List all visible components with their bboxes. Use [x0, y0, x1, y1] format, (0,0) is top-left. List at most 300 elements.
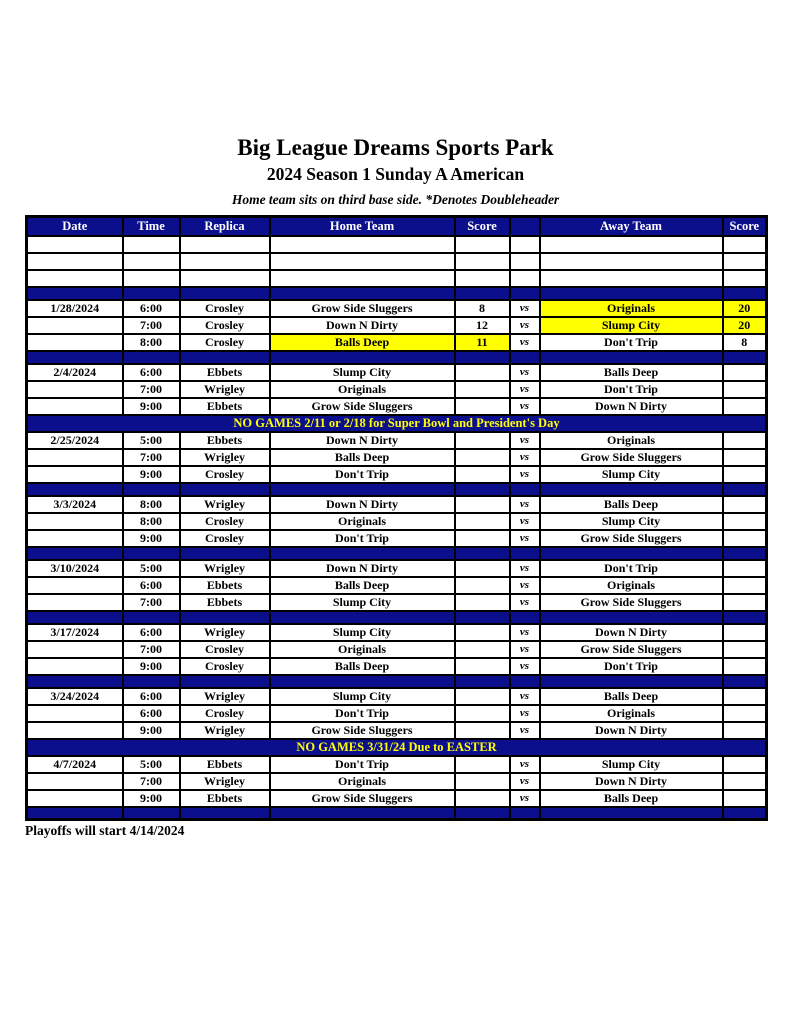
cell-vs	[510, 287, 540, 300]
cell-replica: Ebbets	[180, 364, 270, 381]
cell-away	[540, 253, 723, 270]
cell-home: Slump City	[270, 688, 455, 705]
cell-away: Grow Side Sluggers	[540, 530, 723, 547]
cell-vs	[510, 807, 540, 820]
cell-time	[123, 547, 180, 560]
game-row	[27, 773, 767, 790]
cell-away-score	[723, 483, 767, 496]
cell-time: 7:00	[123, 317, 180, 334]
game-row	[27, 705, 767, 722]
separator-row	[27, 807, 767, 820]
cell-vs	[510, 483, 540, 496]
cell-home-score: 8	[455, 300, 510, 317]
cell-vs: vs	[510, 560, 540, 577]
cell-home	[270, 351, 455, 364]
cell-vs	[510, 236, 540, 253]
cell-home	[270, 287, 455, 300]
cell-time: 5:00	[123, 756, 180, 773]
cell-time: 9:00	[123, 722, 180, 739]
col-header-date: Date	[27, 217, 123, 236]
cell-home	[270, 611, 455, 624]
cell-away-score	[723, 364, 767, 381]
game-row	[27, 449, 767, 466]
cell-home-score	[455, 560, 510, 577]
cell-home-score	[455, 287, 510, 300]
cell-home-score	[455, 432, 510, 449]
cell-home-score	[455, 466, 510, 483]
cell-home-score	[455, 381, 510, 398]
cell-away: Slump City	[540, 756, 723, 773]
cell-away-score	[723, 398, 767, 415]
cell-home: Down N Dirty	[270, 560, 455, 577]
cell-away: Balls Deep	[540, 688, 723, 705]
cell-vs: vs	[510, 658, 540, 675]
game-row	[27, 381, 767, 398]
banner-row	[27, 415, 767, 432]
col-header-home: Home Team	[270, 217, 455, 236]
cell-home: Balls Deep	[270, 334, 455, 351]
cell-replica: Wrigley	[180, 496, 270, 513]
no-games-banner: NO GAMES 3/31/24 Due to EASTER	[27, 739, 767, 756]
cell-replica: Ebbets	[180, 577, 270, 594]
cell-home: Grow Side Sluggers	[270, 398, 455, 415]
empty-row	[27, 270, 767, 287]
cell-time: 6:00	[123, 577, 180, 594]
cell-away-score	[723, 351, 767, 364]
cell-home-score	[455, 270, 510, 287]
cell-replica: Ebbets	[180, 432, 270, 449]
cell-vs: vs	[510, 722, 540, 739]
cell-away: Originals	[540, 300, 723, 317]
cell-home: Grow Side Sluggers	[270, 790, 455, 807]
separator-row	[27, 675, 767, 688]
empty-row	[27, 236, 767, 253]
cell-away-score	[723, 513, 767, 530]
cell-vs: vs	[510, 790, 540, 807]
cell-time	[123, 287, 180, 300]
cell-home-score	[455, 611, 510, 624]
cell-away-score	[723, 270, 767, 287]
cell-away-score	[723, 594, 767, 611]
col-header-away: Away Team	[540, 217, 723, 236]
cell-away	[540, 675, 723, 688]
cell-away: Don't Trip	[540, 560, 723, 577]
separator-row	[27, 351, 767, 364]
col-header-home-score: Score	[455, 217, 510, 236]
cell-home-score	[455, 236, 510, 253]
cell-replica	[180, 351, 270, 364]
cell-away-score	[723, 432, 767, 449]
cell-home	[270, 675, 455, 688]
cell-home-score	[455, 449, 510, 466]
cell-replica	[180, 675, 270, 688]
cell-time: 5:00	[123, 560, 180, 577]
cell-away-score	[723, 790, 767, 807]
cell-home-score	[455, 398, 510, 415]
cell-replica: Crosley	[180, 530, 270, 547]
cell-replica: Crosley	[180, 658, 270, 675]
cell-date	[27, 547, 123, 560]
cell-replica: Crosley	[180, 705, 270, 722]
cell-away: Down N Dirty	[540, 624, 723, 641]
cell-time	[123, 483, 180, 496]
cell-vs	[510, 253, 540, 270]
cell-away-score	[723, 722, 767, 739]
home-team-note: Home team sits on third base side. *Denotes Doubleheader	[231, 191, 560, 207]
cell-vs: vs	[510, 773, 540, 790]
cell-away	[540, 483, 723, 496]
cell-away-score	[723, 688, 767, 705]
banner-row	[27, 739, 767, 756]
cell-away-score	[723, 611, 767, 624]
game-row	[27, 658, 767, 675]
cell-replica: Ebbets	[180, 790, 270, 807]
cell-home: Balls Deep	[270, 449, 455, 466]
cell-time	[123, 253, 180, 270]
cell-home	[270, 807, 455, 820]
cell-date	[27, 236, 123, 253]
game-row	[27, 722, 767, 739]
game-row	[27, 432, 767, 449]
cell-replica: Wrigley	[180, 688, 270, 705]
cell-away-score	[723, 705, 767, 722]
cell-date	[27, 317, 123, 334]
cell-away-score	[723, 253, 767, 270]
cell-away: Balls Deep	[540, 790, 723, 807]
cell-away-score	[723, 496, 767, 513]
cell-date	[27, 466, 123, 483]
cell-away	[540, 351, 723, 364]
cell-away-score	[723, 236, 767, 253]
no-games-banner: NO GAMES 2/11 or 2/18 for Super Bowl and President's Day	[27, 415, 767, 432]
cell-replica: Crosley	[180, 300, 270, 317]
cell-away-score	[723, 560, 767, 577]
cell-vs: vs	[510, 381, 540, 398]
cell-away-score	[723, 449, 767, 466]
cell-replica	[180, 611, 270, 624]
cell-home-score	[455, 624, 510, 641]
cell-home: Down N Dirty	[270, 317, 455, 334]
game-row	[27, 594, 767, 611]
cell-time	[123, 270, 180, 287]
cell-away	[540, 807, 723, 820]
cell-date	[27, 641, 123, 658]
cell-away-score: 8	[723, 334, 767, 351]
cell-home-score	[455, 496, 510, 513]
cell-home: Originals	[270, 513, 455, 530]
cell-home-score	[455, 688, 510, 705]
cell-time: 7:00	[123, 773, 180, 790]
game-row	[27, 364, 767, 381]
cell-replica: Crosley	[180, 641, 270, 658]
cell-away: Grow Side Sluggers	[540, 594, 723, 611]
cell-home: Balls Deep	[270, 658, 455, 675]
cell-time: 8:00	[123, 334, 180, 351]
playoffs-note: Playoffs will start 4/14/2024	[25, 823, 185, 839]
separator-row	[27, 611, 767, 624]
cell-replica	[180, 483, 270, 496]
cell-vs: vs	[510, 513, 540, 530]
game-row	[27, 466, 767, 483]
cell-home: Slump City	[270, 364, 455, 381]
cell-vs: vs	[510, 496, 540, 513]
cell-date	[27, 270, 123, 287]
cell-time: 6:00	[123, 705, 180, 722]
cell-date	[27, 351, 123, 364]
cell-time: 9:00	[123, 466, 180, 483]
cell-time: 6:00	[123, 300, 180, 317]
cell-home: Originals	[270, 381, 455, 398]
cell-time: 9:00	[123, 530, 180, 547]
cell-time: 6:00	[123, 688, 180, 705]
cell-date	[27, 807, 123, 820]
cell-home: Originals	[270, 641, 455, 658]
cell-away: Don't Trip	[540, 381, 723, 398]
cell-home	[270, 483, 455, 496]
game-row	[27, 624, 767, 641]
cell-away: Originals	[540, 577, 723, 594]
cell-date	[27, 722, 123, 739]
cell-date	[27, 675, 123, 688]
game-row	[27, 334, 767, 351]
cell-away: Down N Dirty	[540, 722, 723, 739]
cell-replica: Wrigley	[180, 560, 270, 577]
cell-date	[27, 705, 123, 722]
cell-away: Originals	[540, 705, 723, 722]
cell-away-score	[723, 658, 767, 675]
cell-home: Don't Trip	[270, 466, 455, 483]
cell-replica	[180, 547, 270, 560]
cell-away-score	[723, 807, 767, 820]
cell-replica: Wrigley	[180, 449, 270, 466]
cell-time: 7:00	[123, 381, 180, 398]
cell-date	[27, 530, 123, 547]
cell-home	[270, 270, 455, 287]
cell-away-score	[723, 675, 767, 688]
cell-replica: Crosley	[180, 513, 270, 530]
cell-replica: Crosley	[180, 317, 270, 334]
cell-date: 3/10/2024	[27, 560, 123, 577]
col-header-time: Time	[123, 217, 180, 236]
cell-home-score	[455, 483, 510, 496]
game-row	[27, 317, 767, 334]
cell-away	[540, 270, 723, 287]
cell-home-score: 12	[455, 317, 510, 334]
cell-away: Originals	[540, 432, 723, 449]
cell-date	[27, 253, 123, 270]
cell-home-score	[455, 364, 510, 381]
cell-away: Don't Trip	[540, 658, 723, 675]
cell-away-score	[723, 641, 767, 658]
cell-replica	[180, 807, 270, 820]
cell-date: 3/3/2024	[27, 496, 123, 513]
cell-away-score	[723, 381, 767, 398]
cell-time: 7:00	[123, 594, 180, 611]
cell-date: 3/24/2024	[27, 688, 123, 705]
cell-time	[123, 807, 180, 820]
game-row	[27, 530, 767, 547]
cell-home	[270, 547, 455, 560]
cell-vs: vs	[510, 466, 540, 483]
cell-home	[270, 253, 455, 270]
cell-home-score	[455, 705, 510, 722]
cell-date	[27, 611, 123, 624]
cell-home-score	[455, 675, 510, 688]
cell-home-score	[455, 658, 510, 675]
cell-vs	[510, 611, 540, 624]
cell-date	[27, 381, 123, 398]
cell-home-score	[455, 577, 510, 594]
schedule-table	[25, 215, 768, 821]
cell-home: Originals	[270, 773, 455, 790]
cell-time: 9:00	[123, 658, 180, 675]
cell-date	[27, 658, 123, 675]
cell-home: Grow Side Sluggers	[270, 722, 455, 739]
cell-away: Balls Deep	[540, 364, 723, 381]
cell-vs: vs	[510, 641, 540, 658]
cell-away-score: 20	[723, 317, 767, 334]
cell-home	[270, 236, 455, 253]
game-row	[27, 398, 767, 415]
cell-home-score	[455, 547, 510, 560]
cell-time: 6:00	[123, 624, 180, 641]
cell-away: Down N Dirty	[540, 398, 723, 415]
col-header-vs	[510, 217, 540, 236]
cell-date	[27, 398, 123, 415]
cell-away: Grow Side Sluggers	[540, 449, 723, 466]
cell-time: 6:00	[123, 364, 180, 381]
cell-vs: vs	[510, 300, 540, 317]
cell-away-score	[723, 577, 767, 594]
cell-home: Grow Side Sluggers	[270, 300, 455, 317]
cell-replica	[180, 287, 270, 300]
col-header-away-score: Score	[723, 217, 767, 236]
cell-away-score: 20	[723, 300, 767, 317]
cell-home-score	[455, 641, 510, 658]
cell-date	[27, 577, 123, 594]
cell-away: Slump City	[540, 513, 723, 530]
separator-row	[27, 287, 767, 300]
cell-vs: vs	[510, 594, 540, 611]
cell-away: Don't Trip	[540, 334, 723, 351]
game-row	[27, 790, 767, 807]
cell-date	[27, 287, 123, 300]
cell-replica: Crosley	[180, 466, 270, 483]
cell-vs	[510, 675, 540, 688]
cell-date	[27, 483, 123, 496]
cell-date: 4/7/2024	[27, 756, 123, 773]
page-title: Big League Dreams Sports Park	[237, 135, 554, 160]
page-subtitle: 2024 Season 1 Sunday A American	[266, 164, 525, 185]
cell-away	[540, 611, 723, 624]
cell-vs: vs	[510, 449, 540, 466]
cell-home: Slump City	[270, 594, 455, 611]
cell-date: 3/17/2024	[27, 624, 123, 641]
separator-row	[27, 547, 767, 560]
cell-time: 7:00	[123, 449, 180, 466]
cell-vs: vs	[510, 334, 540, 351]
cell-date	[27, 513, 123, 530]
cell-away: Slump City	[540, 317, 723, 334]
cell-time: 8:00	[123, 496, 180, 513]
cell-away-score	[723, 624, 767, 641]
cell-vs: vs	[510, 756, 540, 773]
cell-replica: Crosley	[180, 334, 270, 351]
cell-replica: Ebbets	[180, 594, 270, 611]
cell-home-score	[455, 351, 510, 364]
cell-time	[123, 351, 180, 364]
cell-home-score	[455, 773, 510, 790]
cell-time: 9:00	[123, 790, 180, 807]
cell-away: Slump City	[540, 466, 723, 483]
cell-home: Down N Dirty	[270, 432, 455, 449]
cell-vs: vs	[510, 624, 540, 641]
cell-home-score	[455, 253, 510, 270]
cell-vs: vs	[510, 317, 540, 334]
cell-replica: Wrigley	[180, 722, 270, 739]
cell-away-score	[723, 773, 767, 790]
game-row	[27, 641, 767, 658]
game-row	[27, 560, 767, 577]
cell-home: Down N Dirty	[270, 496, 455, 513]
cell-date	[27, 449, 123, 466]
cell-home-score	[455, 756, 510, 773]
separator-row	[27, 483, 767, 496]
game-row	[27, 577, 767, 594]
cell-vs	[510, 351, 540, 364]
cell-date: 2/25/2024	[27, 432, 123, 449]
cell-replica: Ebbets	[180, 756, 270, 773]
game-row	[27, 300, 767, 317]
cell-away: Down N Dirty	[540, 773, 723, 790]
cell-home: Don't Trip	[270, 756, 455, 773]
cell-vs: vs	[510, 688, 540, 705]
cell-date: 1/28/2024	[27, 300, 123, 317]
cell-home-score	[455, 790, 510, 807]
cell-away	[540, 547, 723, 560]
cell-vs: vs	[510, 398, 540, 415]
cell-date	[27, 773, 123, 790]
cell-time: 5:00	[123, 432, 180, 449]
cell-vs: vs	[510, 364, 540, 381]
cell-home-score: 11	[455, 334, 510, 351]
cell-date	[27, 594, 123, 611]
cell-time	[123, 675, 180, 688]
cell-replica: Wrigley	[180, 624, 270, 641]
cell-replica	[180, 236, 270, 253]
empty-row	[27, 253, 767, 270]
cell-home: Slump City	[270, 624, 455, 641]
cell-away-score	[723, 530, 767, 547]
cell-time	[123, 611, 180, 624]
cell-time: 8:00	[123, 513, 180, 530]
cell-replica	[180, 253, 270, 270]
cell-date	[27, 334, 123, 351]
cell-away	[540, 287, 723, 300]
cell-home-score	[455, 807, 510, 820]
cell-away-score	[723, 466, 767, 483]
cell-vs	[510, 547, 540, 560]
cell-home-score	[455, 722, 510, 739]
cell-replica: Ebbets	[180, 398, 270, 415]
cell-away: Grow Side Sluggers	[540, 641, 723, 658]
cell-replica: Wrigley	[180, 381, 270, 398]
cell-vs: vs	[510, 432, 540, 449]
cell-away-score	[723, 756, 767, 773]
cell-vs	[510, 270, 540, 287]
cell-replica	[180, 270, 270, 287]
cell-time: 9:00	[123, 398, 180, 415]
